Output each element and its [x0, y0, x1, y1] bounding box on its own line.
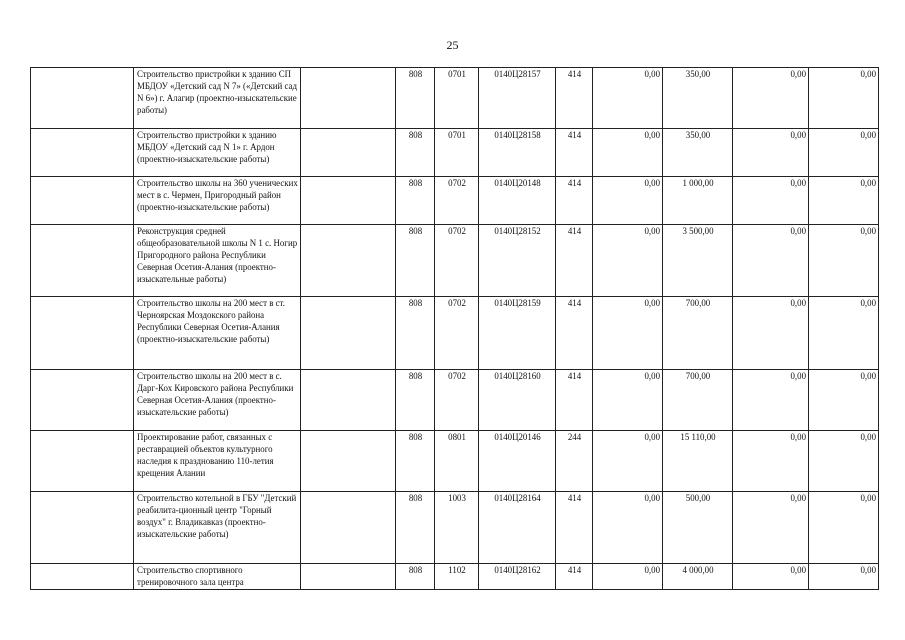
target-code-cell: 0140Ц28162 — [479, 564, 556, 590]
object-name-cell: Реконструкция средней общеобразовательной школы N 1 с. Ногир Пригородного района Республики Северная Осетия-Алания (проектно-изыскательные работы) — [134, 225, 301, 297]
object-name-cell: Строительство пристройки к зданию МБДОУ «Детский сад N 1» г. Ардон (проектно-изыскательские работы) — [134, 129, 301, 177]
amount-4-cell: 0,00 — [809, 297, 879, 370]
section-code-cell: 0702 — [435, 297, 479, 370]
amount-1-cell: 0,00 — [593, 177, 663, 225]
target-code-cell: 0140Ц28160 — [479, 370, 556, 431]
target-code-cell: 0140Ц28164 — [479, 492, 556, 564]
table-row — [31, 129, 879, 177]
object-name-cell: Проектирование работ, связанных с реставрацией объектов культурного наследия к празднованию 110-летия крещения Алании — [134, 431, 301, 492]
amount-3-cell: 0,00 — [733, 225, 809, 297]
amount-3-cell: 0,00 — [733, 68, 809, 129]
expense-type-cell: 414 — [556, 297, 593, 370]
section-code-cell: 1003 — [435, 492, 479, 564]
amount-1-cell: 0,00 — [593, 225, 663, 297]
expense-type-cell: 414 — [556, 492, 593, 564]
table-row — [31, 564, 879, 590]
row-blank-cell — [301, 370, 396, 431]
table-row — [31, 492, 879, 564]
row-empty-cell — [31, 492, 134, 564]
object-name-cell: Строительство школы на 200 мест в ст. Черноярская Моздокского района Республики Северная Осетия-Алания (проектно-изыскательские работы) — [134, 297, 301, 370]
budget-table — [30, 67, 879, 590]
amount-3-cell: 0,00 — [733, 431, 809, 492]
expense-type-cell: 414 — [556, 177, 593, 225]
amount-2-cell: 3 500,00 — [663, 225, 733, 297]
ministry-code-cell: 808 — [396, 68, 435, 129]
object-name-cell: Строительство котельной в ГБУ "Детский реабилита-ционный центр "Горный воздух" г. Владикавказ (проектно-изыскательские работы) — [134, 492, 301, 564]
target-code-cell: 0140Ц28152 — [479, 225, 556, 297]
amount-1-cell: 0,00 — [593, 68, 663, 129]
row-blank-cell — [301, 492, 396, 564]
amount-2-cell: 15 110,00 — [663, 431, 733, 492]
ministry-code-cell: 808 — [396, 225, 435, 297]
ministry-code-cell: 808 — [396, 564, 435, 590]
row-empty-cell — [31, 225, 134, 297]
expense-type-cell: 414 — [556, 129, 593, 177]
row-empty-cell — [31, 431, 134, 492]
expense-type-cell: 414 — [556, 68, 593, 129]
amount-3-cell: 0,00 — [733, 297, 809, 370]
section-code-cell: 0701 — [435, 129, 479, 177]
row-blank-cell — [301, 297, 396, 370]
row-empty-cell — [31, 297, 134, 370]
amount-3-cell: 0,00 — [733, 370, 809, 431]
ministry-code-cell: 808 — [396, 492, 435, 564]
expense-type-cell: 414 — [556, 225, 593, 297]
row-empty-cell — [31, 370, 134, 431]
amount-1-cell: 0,00 — [593, 370, 663, 431]
amount-4-cell: 0,00 — [809, 431, 879, 492]
section-code-cell: 0801 — [435, 431, 479, 492]
row-empty-cell — [31, 564, 134, 590]
ministry-code-cell: 808 — [396, 129, 435, 177]
amount-4-cell: 0,00 — [809, 177, 879, 225]
row-blank-cell — [301, 225, 396, 297]
target-code-cell: 0140Ц28157 — [479, 68, 556, 129]
object-name-cell: Строительство спортивного тренировочного зала центра — [134, 564, 301, 590]
object-name-cell: Строительство школы на 200 мест в с. Дарг-Кох Кировского района Республики Северная Осетия-Алания (проектно-изыскательские работы) — [134, 370, 301, 431]
row-blank-cell — [301, 564, 396, 590]
amount-2-cell: 700,00 — [663, 370, 733, 431]
target-code-cell: 0140Ц20146 — [479, 431, 556, 492]
table-row — [31, 370, 879, 431]
section-code-cell: 1102 — [435, 564, 479, 590]
object-name-cell: Строительство пристройки к зданию СП МБДОУ «Детский сад N 7» («Детский сад N 6») г. Алагир (проектно-изыскательские работы) — [134, 68, 301, 129]
amount-2-cell: 350,00 — [663, 129, 733, 177]
expense-type-cell: 414 — [556, 564, 593, 590]
amount-4-cell: 0,00 — [809, 68, 879, 129]
row-blank-cell — [301, 177, 396, 225]
amount-4-cell: 0,00 — [809, 129, 879, 177]
row-blank-cell — [301, 129, 396, 177]
row-blank-cell — [301, 431, 396, 492]
row-blank-cell — [301, 68, 396, 129]
expense-type-cell: 244 — [556, 431, 593, 492]
table-row — [31, 431, 879, 492]
ministry-code-cell: 808 — [396, 370, 435, 431]
amount-4-cell: 0,00 — [809, 370, 879, 431]
ministry-code-cell: 808 — [396, 177, 435, 225]
amount-1-cell: 0,00 — [593, 129, 663, 177]
table-row — [31, 225, 879, 297]
row-empty-cell — [31, 177, 134, 225]
target-code-cell: 0140Ц20148 — [479, 177, 556, 225]
ministry-code-cell: 808 — [396, 297, 435, 370]
section-code-cell: 0702 — [435, 370, 479, 431]
amount-3-cell: 0,00 — [733, 129, 809, 177]
table-row — [31, 68, 879, 129]
amount-1-cell: 0,00 — [593, 431, 663, 492]
amount-1-cell: 0,00 — [593, 564, 663, 590]
amount-1-cell: 0,00 — [593, 297, 663, 370]
amount-3-cell: 0,00 — [733, 564, 809, 590]
table-row — [31, 177, 879, 225]
amount-4-cell: 0,00 — [809, 492, 879, 564]
amount-4-cell: 0,00 — [809, 564, 879, 590]
amount-3-cell: 0,00 — [733, 177, 809, 225]
row-empty-cell — [31, 68, 134, 129]
target-code-cell: 0140Ц28158 — [479, 129, 556, 177]
row-empty-cell — [31, 129, 134, 177]
section-code-cell: 0701 — [435, 68, 479, 129]
target-code-cell: 0140Ц28159 — [479, 297, 556, 370]
amount-2-cell: 700,00 — [663, 297, 733, 370]
amount-2-cell: 350,00 — [663, 68, 733, 129]
amount-2-cell: 4 000,00 — [663, 564, 733, 590]
table-row — [31, 297, 879, 370]
page-number: 25 — [446, 38, 459, 52]
object-name-cell: Строительство школы на 360 ученических мест в с. Чермен, Пригородный район (проектно-изыскательские работы) — [134, 177, 301, 225]
amount-3-cell: 0,00 — [733, 492, 809, 564]
section-code-cell: 0702 — [435, 225, 479, 297]
ministry-code-cell: 808 — [396, 431, 435, 492]
amount-2-cell: 1 000,00 — [663, 177, 733, 225]
amount-4-cell: 0,00 — [809, 225, 879, 297]
amount-2-cell: 500,00 — [663, 492, 733, 564]
expense-type-cell: 414 — [556, 370, 593, 431]
amount-1-cell: 0,00 — [593, 492, 663, 564]
section-code-cell: 0702 — [435, 177, 479, 225]
